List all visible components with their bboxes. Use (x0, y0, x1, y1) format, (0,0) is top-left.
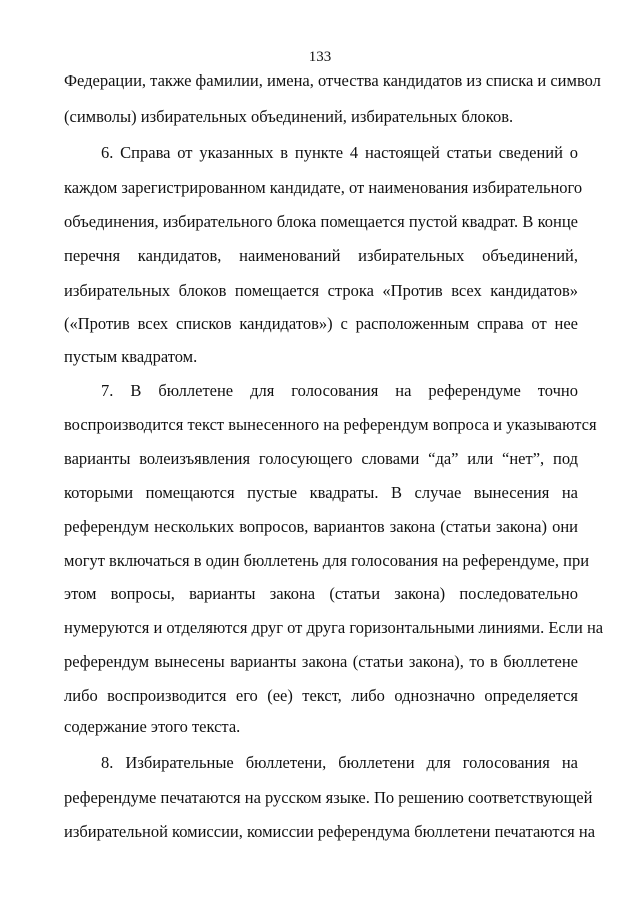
text-line: либо воспроизводится его (ее) текст, либо однозначно определяется (64, 686, 578, 705)
paragraph-8-first-line: 8. Избирательные бюллетени, бюллетени для голосования на (101, 753, 578, 772)
text-line: избирательных блоков помещается строка «Против всех кандидатов» (64, 281, 578, 300)
text-line: перечня кандидатов, наименований избирательных объединений, (64, 246, 578, 265)
text-line: объединения, избирательного блока помещается пустой квадрат. В конце (64, 212, 578, 231)
page-number: 133 (308, 49, 332, 65)
text-line: избирательной комиссии, комиссии референдума бюллетени печатаются на (64, 822, 596, 841)
text-line: воспроизводится текст вынесенного на референдум вопроса и указываются (64, 415, 597, 434)
text-line: варианты волеизъявления голосующего словами “да” или “нет”, под (64, 449, 578, 468)
text-line: референдум нескольких вопросов, вариантов закона (статьи закона) они (64, 517, 578, 536)
text-line: содержание этого текста. (64, 717, 241, 736)
text-line: Федерации, также фамилии, имена, отчества кандидатов из списка и символ (64, 71, 601, 90)
text-line: этом вопросы, варианты закона (статьи закона) последовательно (64, 584, 578, 603)
text-line: каждом зарегистрированном кандидате, от наименования избирательного (64, 178, 583, 197)
text-line: которыми помещаются пустые квадраты. В случае вынесения на (64, 483, 578, 502)
text-line: нумеруются и отделяются друг от друга горизонтальными линиями. Если на (64, 618, 604, 637)
paragraph-7-first-line: 7. В бюллетене для голосования на референдуме точно (101, 381, 578, 400)
text-line: («Против всех списков кандидатов») с расположенным справа от нее (64, 314, 578, 333)
text-line: (символы) избирательных объединений, избирательных блоков. (64, 107, 514, 126)
text-line: могут включаться в один бюллетень для голосования на референдуме, при (64, 551, 590, 570)
text-line: референдум вынесены варианты закона (статьи закона), то в бюллетене (64, 652, 578, 671)
paragraph-6-first-line: 6. Справа от указанных в пункте 4 настоящей статьи сведений о (101, 143, 578, 162)
text-line: пустым квадратом. (64, 347, 198, 366)
text-line: референдуме печатаются на русском языке. По решению соответствующей (64, 788, 593, 807)
